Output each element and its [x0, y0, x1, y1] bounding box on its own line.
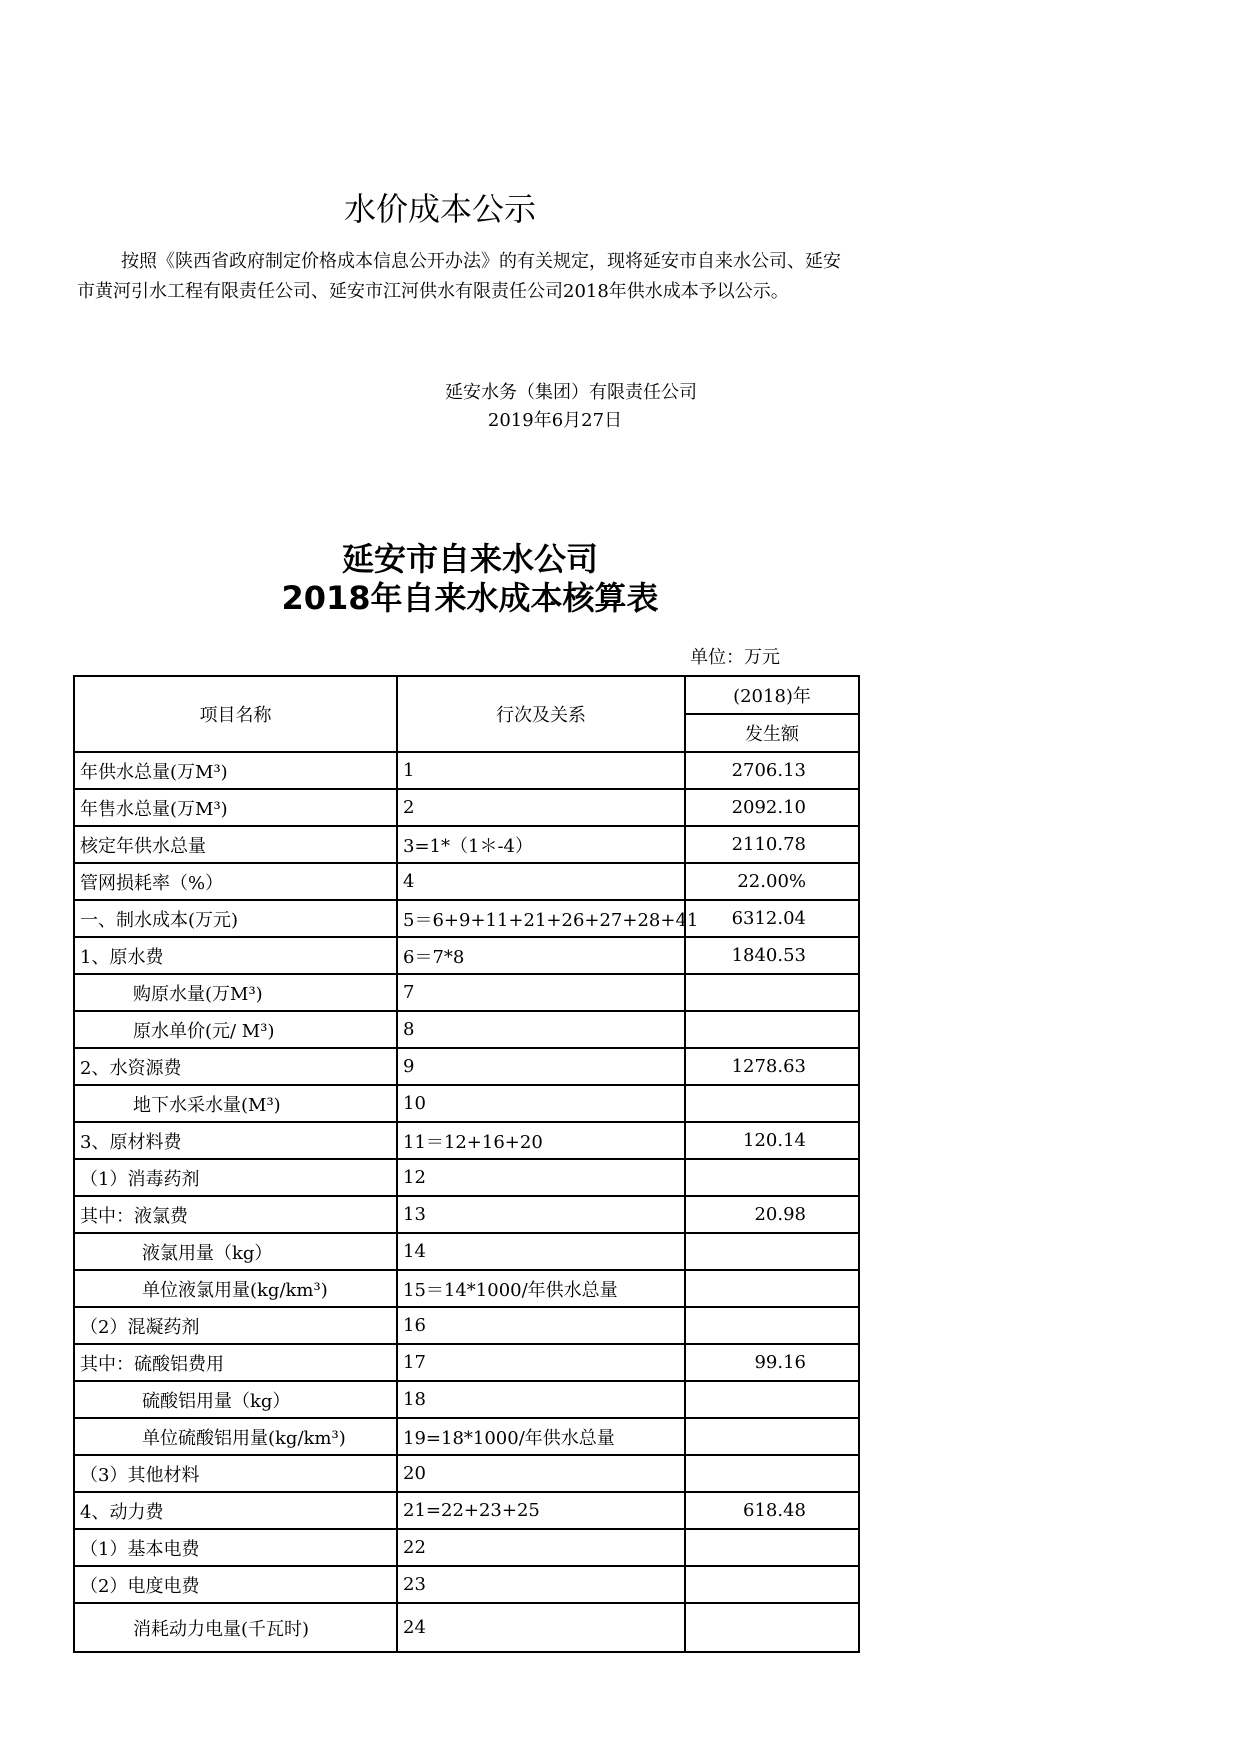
row-value: [685, 1011, 859, 1048]
row-value: 22.00%: [685, 863, 859, 900]
row-name: 单位液氯用量(kg/km³): [74, 1270, 397, 1307]
header-year: (2018)年: [685, 676, 859, 714]
row-value: [685, 1381, 859, 1418]
header-row: [74, 676, 859, 714]
row-value: 2110.78: [685, 826, 859, 863]
notice-title: 水价成本公示: [343, 190, 536, 228]
row-line: 19=18*1000/年供水总量: [397, 1418, 685, 1455]
row-name: 年供水总量(万M³): [74, 752, 397, 789]
row-value: [685, 1233, 859, 1270]
row-name: 3、原材料费: [74, 1122, 397, 1159]
row-value: 2706.13: [685, 752, 859, 789]
table-row: [74, 1566, 859, 1603]
row-line: 3=1*（1＊-4）: [397, 826, 685, 863]
unit-label: 单位：万元: [690, 647, 780, 668]
table-row: [74, 1418, 859, 1455]
row-line: 17: [397, 1344, 685, 1381]
table-row: [74, 1492, 859, 1529]
row-line: 1: [397, 752, 685, 789]
table-row: [74, 789, 859, 826]
issuing-organization: 延安水务（集团）有限责任公司: [445, 382, 697, 403]
table-row: [74, 1381, 859, 1418]
row-value: 6312.04: [685, 900, 859, 937]
row-name: 其中：硫酸铝费用: [74, 1344, 397, 1381]
table-row: [74, 1307, 859, 1344]
row-line: 12: [397, 1159, 685, 1196]
table-row: [74, 1048, 859, 1085]
header-item-name: 项目名称: [74, 676, 397, 752]
cost-table: [73, 675, 860, 1653]
row-value: [685, 1307, 859, 1344]
row-value: 2092.10: [685, 789, 859, 826]
table-title-company: 延安市自来水公司: [341, 540, 598, 578]
table-row: [74, 1529, 859, 1566]
row-line: 4: [397, 863, 685, 900]
row-name: 一、制水成本(万元): [74, 900, 397, 937]
row-line: 10: [397, 1085, 685, 1122]
row-name: 4、动力费: [74, 1492, 397, 1529]
row-line: 9: [397, 1048, 685, 1085]
row-name: （1）基本电费: [74, 1529, 397, 1566]
table-row: [74, 752, 859, 789]
row-value: 99.16: [685, 1344, 859, 1381]
table-row: [74, 1233, 859, 1270]
row-name: 原水单价(元/ M³): [74, 1011, 397, 1048]
row-name: 消耗动力电量(千瓦时): [74, 1603, 397, 1652]
row-name: 地下水采水量(M³): [74, 1085, 397, 1122]
row-line: 16: [397, 1307, 685, 1344]
row-name: 核定年供水总量: [74, 826, 397, 863]
table-row: [74, 1455, 859, 1492]
row-value: [685, 1159, 859, 1196]
issue-date: 2019年6月27日: [487, 410, 623, 431]
row-name: （3）其他材料: [74, 1455, 397, 1492]
row-value: 120.14: [685, 1122, 859, 1159]
row-name: （2）混凝药剂: [74, 1307, 397, 1344]
header-amount: 发生额: [685, 714, 859, 752]
table-row: [74, 1344, 859, 1381]
row-value: [685, 1270, 859, 1307]
row-name: 购原水量(万M³): [74, 974, 397, 1011]
row-line: 18: [397, 1381, 685, 1418]
table-row: [74, 1085, 859, 1122]
table-row: [74, 863, 859, 900]
row-value: [685, 1566, 859, 1603]
row-value: [685, 1418, 859, 1455]
row-line: 24: [397, 1603, 685, 1652]
table-row: [74, 1159, 859, 1196]
row-line: 2: [397, 789, 685, 826]
row-line: 23: [397, 1566, 685, 1603]
table-row: [74, 1196, 859, 1233]
row-name: 1、原水费: [74, 937, 397, 974]
row-name: 单位硫酸铝用量(kg/km³): [74, 1418, 397, 1455]
row-value: [685, 1529, 859, 1566]
row-name: 其中：液氯费: [74, 1196, 397, 1233]
table-title-report: 2018年自来水成本核算表: [281, 579, 659, 617]
row-line: 14: [397, 1233, 685, 1270]
row-value: [685, 1085, 859, 1122]
row-line: 13: [397, 1196, 685, 1233]
row-line: 11＝12+16+20: [397, 1122, 685, 1159]
row-value: 1278.63: [685, 1048, 859, 1085]
row-line: 7: [397, 974, 685, 1011]
table-row: [74, 1603, 859, 1652]
row-name: 管网损耗率（%）: [74, 863, 397, 900]
row-value: 1840.53: [685, 937, 859, 974]
header-line-relation: 行次及关系: [397, 676, 685, 752]
row-name: （2）电度电费: [74, 1566, 397, 1603]
row-value: 20.98: [685, 1196, 859, 1233]
table-row: [74, 1270, 859, 1307]
row-value: [685, 974, 859, 1011]
row-value: [685, 1455, 859, 1492]
row-line: 20: [397, 1455, 685, 1492]
table-row: [74, 826, 859, 863]
row-name: （1）消毒药剂: [74, 1159, 397, 1196]
row-line: 5＝6+9+11+21+26+27+28+41: [397, 900, 685, 937]
row-line: 8: [397, 1011, 685, 1048]
row-line: 22: [397, 1529, 685, 1566]
row-line: 6＝7*8: [397, 937, 685, 974]
row-value: 618.48: [685, 1492, 859, 1529]
table-row: [74, 974, 859, 1011]
row-name: 硫酸铝用量（kg）: [74, 1381, 397, 1418]
table-row: [74, 1122, 859, 1159]
row-name: 2、水资源费: [74, 1048, 397, 1085]
table-row: [74, 937, 859, 974]
notice-body: 按照《陕西省政府制定价格成本信息公开办法》的有关规定，现将延安市自来水公司、延安市黄河引水工程有限责任公司、延安市江河供水有限责任公司2018年供水成本予以公示。: [77, 251, 841, 302]
table-row: [74, 1011, 859, 1048]
table-row: [74, 900, 859, 937]
row-line: 15＝14*1000/年供水总量: [397, 1270, 685, 1307]
row-name: 液氯用量（kg）: [74, 1233, 397, 1270]
row-line: 21=22+23+25: [397, 1492, 685, 1529]
row-name: 年售水总量(万M³): [74, 789, 397, 826]
row-value: [685, 1603, 859, 1652]
